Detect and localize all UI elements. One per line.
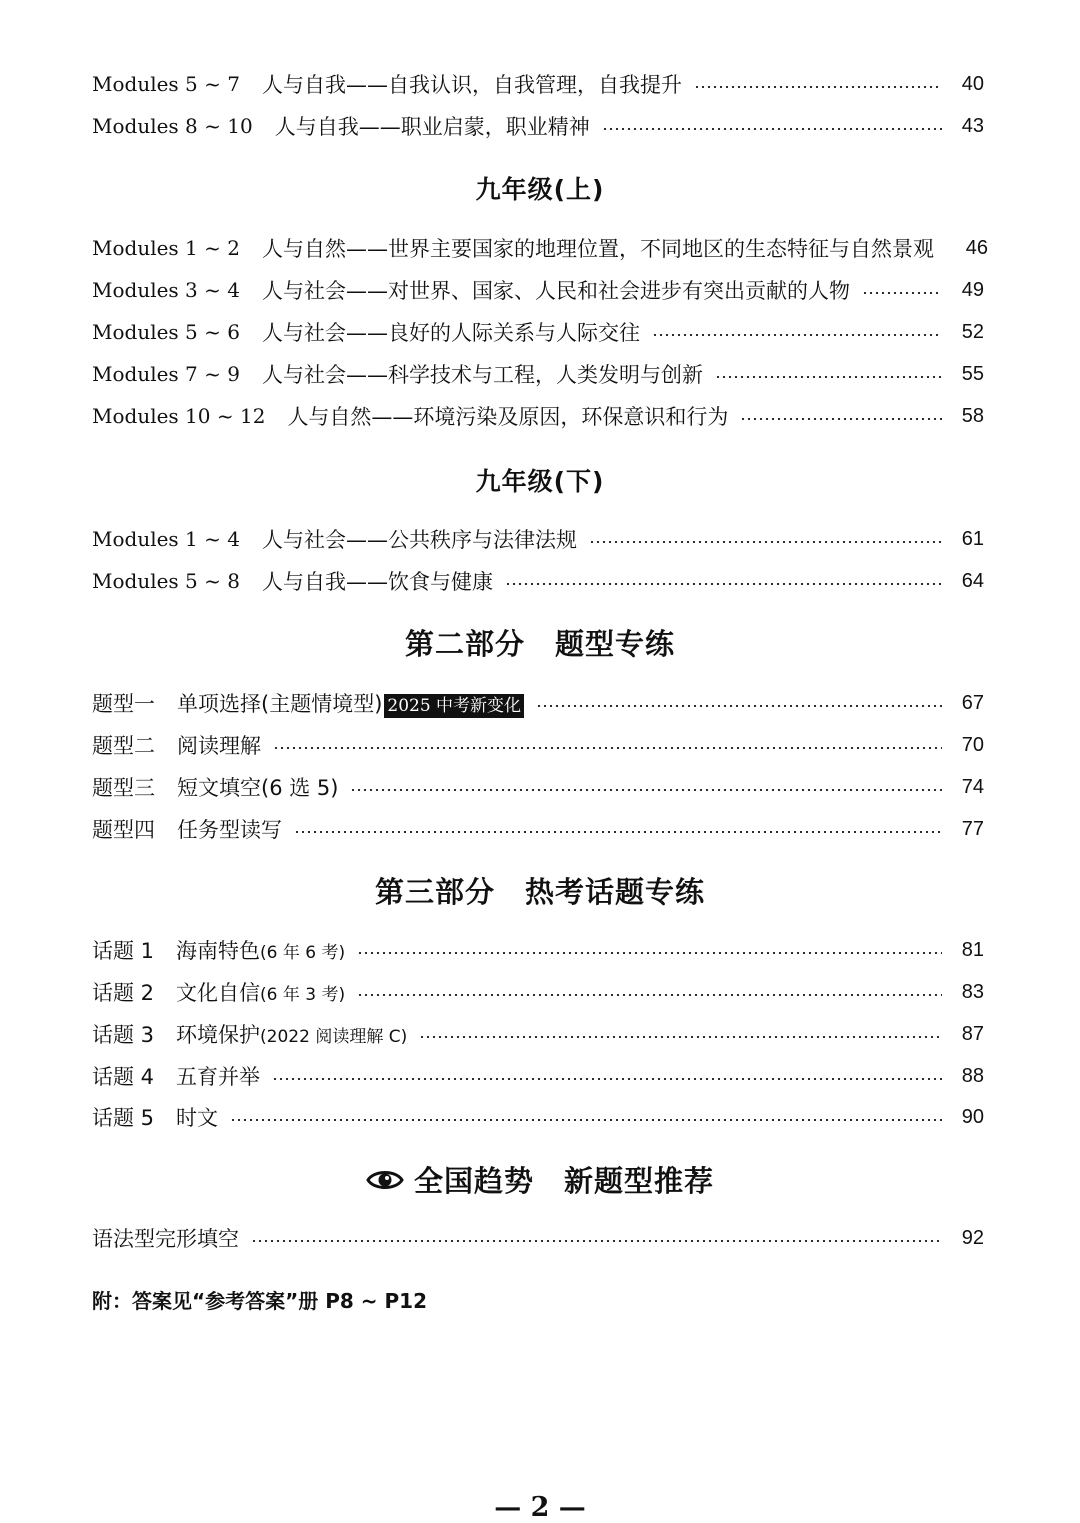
entry-title: 人与社会——对世界、国家、人民和社会进步有突出贡献的人物 <box>261 279 850 303</box>
toc-entry <box>92 933 984 967</box>
exam-frequency-note: (6 年 3 考) <box>260 985 346 1005</box>
trend-title: 全国趋势 <box>413 1164 534 1198</box>
dot-leader <box>294 831 942 833</box>
entry-title: 任务型读写 <box>177 818 282 842</box>
page-number: — 2 — <box>494 1492 586 1523</box>
module-range: Modules 5 ~ 6 <box>92 320 240 344</box>
page-ref: 77 <box>961 817 984 840</box>
page-ref: 64 <box>961 569 984 592</box>
dot-leader <box>589 541 942 543</box>
toc-entry <box>92 686 984 720</box>
module-range: Modules 5 ~ 8 <box>92 569 240 593</box>
question-type-label: 题型四 <box>92 818 155 842</box>
page-ref: 90 <box>961 1105 984 1128</box>
entry-title: 语法型完形填空 <box>92 1227 239 1251</box>
toc-entry <box>92 812 984 846</box>
entry-title: 人与自然——世界主要国家的地理位置，不同地区的生态特征与自然景观 <box>261 237 934 261</box>
module-range: Modules 7 ~ 9 <box>92 362 240 386</box>
toc-entry <box>92 357 984 391</box>
dot-leader <box>694 86 942 88</box>
toc-entry <box>92 522 984 556</box>
entry-title: 人与社会——良好的人际关系与人际交往 <box>261 321 640 345</box>
module-range: Modules 1 ~ 2 <box>92 236 240 260</box>
page-ref: 61 <box>961 527 984 550</box>
page-ref: 67 <box>961 691 984 714</box>
entry-title: 短文填空(6 选 5) <box>177 776 339 800</box>
question-type-label: 题型一 <box>92 692 155 716</box>
module-range: Modules 3 ~ 4 <box>92 278 240 302</box>
entry-title <box>176 977 345 1007</box>
toc-entry <box>92 564 984 598</box>
toc-entry <box>92 67 984 101</box>
entry-title: 时文 <box>176 1106 219 1130</box>
entry-title: 人与社会——公共秩序与法律法规 <box>261 528 577 552</box>
dot-leader <box>357 952 942 954</box>
toc-entry <box>92 1017 984 1051</box>
module-range: Modules 5 ~ 7 <box>92 72 240 96</box>
exam-frequency-note: (6 年 6 考) <box>260 943 346 963</box>
dot-leader <box>419 1036 942 1038</box>
dot-leader <box>536 705 942 707</box>
page-ref: 40 <box>961 72 984 95</box>
page-ref: 43 <box>961 114 984 137</box>
topic-label: 话题 3 <box>92 1023 155 1047</box>
topic-label: 话题 1 <box>92 939 155 963</box>
dot-leader <box>357 994 942 996</box>
topic-label: 话题 2 <box>92 981 155 1005</box>
toc-entry <box>92 975 984 1009</box>
page-ref: 92 <box>961 1226 984 1249</box>
page-ref: 74 <box>961 775 984 798</box>
toc-entry <box>92 231 988 265</box>
page-ref: 81 <box>961 938 984 961</box>
entry-title: 阅读理解 <box>177 734 261 758</box>
new-change-badge: 2025 中考新变化 <box>384 694 524 718</box>
dot-leader <box>602 128 942 130</box>
entry-title: 五育并举 <box>176 1065 261 1089</box>
dot-leader <box>740 418 942 420</box>
module-range: Modules 1 ~ 4 <box>92 527 240 551</box>
entry-title <box>176 1019 407 1049</box>
page-ref: 58 <box>961 404 984 427</box>
entry-title: 人与社会——科学技术与工程，人类发明与创新 <box>261 363 703 387</box>
page-ref: 83 <box>961 980 984 1003</box>
toc-entry <box>92 1100 984 1134</box>
entry-title: 人与自我——自我认识，自我管理，自我提升 <box>261 73 682 97</box>
part-name: 题型专练 <box>555 627 676 661</box>
eye-icon <box>366 1167 404 1193</box>
grade-heading: 九年级(上) <box>475 175 605 204</box>
toc-entry <box>92 315 984 349</box>
dot-leader <box>230 1119 942 1121</box>
part-heading <box>0 622 1080 663</box>
answer-footnote: 附：答案见“参考答案”册 P8 ~ P12 <box>92 1289 427 1313</box>
module-range: Modules 8 ~ 10 <box>92 114 253 138</box>
entry-title-text: 文化自信 <box>176 981 261 1005</box>
module-range: Modules 10 ~ 12 <box>92 404 266 428</box>
dot-leader <box>273 747 942 749</box>
topic-label: 话题 4 <box>92 1065 155 1089</box>
trend-heading <box>0 1159 1080 1200</box>
entry-title: 人与自然——环境污染及原因，环保意识和行为 <box>287 405 729 429</box>
toc-entry <box>92 399 984 433</box>
dot-leader <box>715 376 942 378</box>
part-number: 第三部分 <box>374 875 495 909</box>
entry-title-text: 环境保护 <box>176 1023 261 1047</box>
grade-heading: 九年级(下) <box>475 467 605 496</box>
dot-leader <box>652 334 942 336</box>
trend-subtitle: 新题型推荐 <box>564 1164 715 1198</box>
entry-title <box>176 935 345 965</box>
page-ref: 46 <box>965 236 988 259</box>
part-name: 热考话题专练 <box>525 875 706 909</box>
page-ref: 70 <box>961 733 984 756</box>
page-ref: 87 <box>961 1022 984 1045</box>
entry-title <box>177 688 524 718</box>
toc-entry <box>92 1221 984 1255</box>
toc-entry <box>92 109 984 143</box>
part-number: 第二部分 <box>404 627 525 661</box>
part-heading <box>0 870 1080 911</box>
entry-title-text: 单项选择(主题情境型) <box>177 692 383 716</box>
toc-entry <box>92 273 984 307</box>
exam-frequency-note: (2022 阅读理解 C) <box>260 1027 408 1047</box>
page-ref: 55 <box>961 362 984 385</box>
page-ref: 88 <box>961 1064 984 1087</box>
entry-title: 人与自我——饮食与健康 <box>261 570 493 594</box>
dot-leader <box>862 292 942 294</box>
page-ref: 49 <box>961 278 984 301</box>
dot-leader <box>272 1078 942 1080</box>
dot-leader <box>251 1240 942 1242</box>
toc-entry <box>92 728 984 762</box>
entry-title: 人与自我——职业启蒙，职业精神 <box>274 115 590 139</box>
question-type-label: 题型三 <box>92 776 155 800</box>
dot-leader <box>505 583 942 585</box>
entry-title-text: 海南特色 <box>176 939 261 963</box>
toc-entry <box>92 770 984 804</box>
toc-entry <box>92 1059 984 1093</box>
page-ref: 52 <box>961 320 984 343</box>
dot-leader <box>350 789 942 791</box>
topic-label: 话题 5 <box>92 1106 155 1130</box>
question-type-label: 题型二 <box>92 734 155 758</box>
